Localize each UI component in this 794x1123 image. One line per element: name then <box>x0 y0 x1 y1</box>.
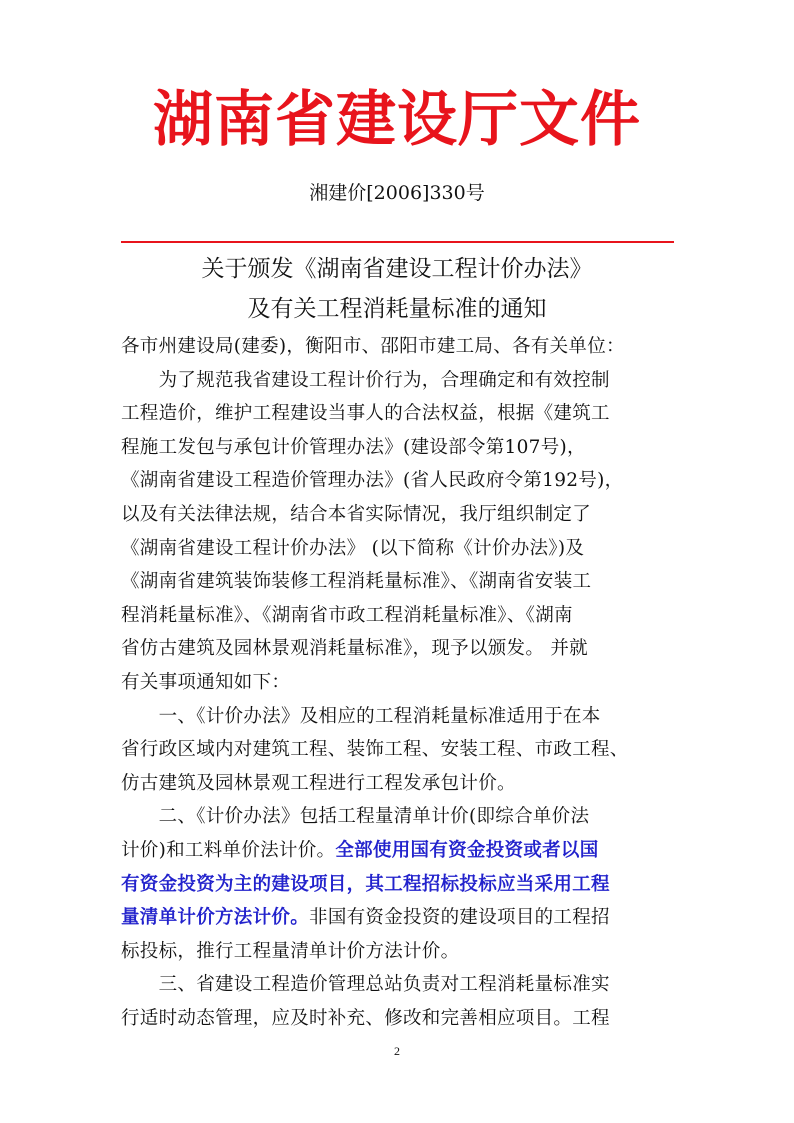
page-number: 2 <box>394 1044 400 1058</box>
body-text: 《湖南省建设工程造价管理办法》(省人民政府令第192号)， <box>121 470 624 492</box>
body-text-line <box>121 603 681 629</box>
body-text-line <box>121 468 681 494</box>
body-text: 工程造价，维护工程建设当事人的合法权益，根据《建筑工 <box>121 403 610 425</box>
body-text: 为了规范我省建设工程计价行为，合理确定和有效控制 <box>121 369 610 391</box>
body-text-line <box>121 771 681 797</box>
body-text-line <box>121 502 681 528</box>
body-text-line <box>121 804 681 830</box>
body-text-line <box>121 939 681 965</box>
body-text: 二、《计价办法》包括工程量清单计价(即综合单价法 <box>121 806 590 828</box>
body-text: 程施工发包与承包计价管理办法》(建设部令第107号)， <box>121 436 586 458</box>
body-text-line <box>121 905 681 931</box>
body-text: 各市州建设局(建委)，衡阳市、邵阳市建工局、各有关单位： <box>121 336 625 357</box>
body-text-line <box>121 401 681 427</box>
body-text-line <box>121 838 681 864</box>
highlighted-text: 量清单计价方法计价。 <box>121 907 310 929</box>
body-text-line <box>121 536 681 562</box>
body-text: 标投标，推行工程量清单计价方法计价。 <box>121 940 460 962</box>
body-text: 以及有关法律法规，结合本省实际情况，我厅组织制定了 <box>121 504 592 525</box>
body-text-line <box>121 670 681 696</box>
body-text-line <box>121 334 681 360</box>
highlighted-text: 有资金投资为主的建设项目，其工程招标投标应当采用工程 <box>121 873 610 895</box>
body-text: 行适时动态管理，应及时补充、修改和完善相应项目。工程 <box>121 1008 610 1029</box>
body-text-line <box>121 872 681 898</box>
highlighted-text: 全部使用国有资金投资或者以国 <box>335 840 599 861</box>
body-text: 省仿古建筑及园林景观消耗量标准》，现予以颁发。 并就 <box>121 638 588 660</box>
body-text: 计价)和工料单价法计价。 <box>121 840 336 861</box>
body-text-line <box>121 1006 681 1032</box>
body-text: 一、《计价办法》及相应的工程消耗量标准适用于在本 <box>121 705 601 727</box>
notice-title-line-1: 关于颁发《湖南省建设工程计价办法》 <box>201 256 593 282</box>
body-text: 有关事项通知如下： <box>121 672 291 693</box>
body-text: 省行政区域内对建筑工程、装饰工程、安装工程、市政工程、 <box>121 739 629 761</box>
body-text: 三、省建设工程造价管理总站负责对工程消耗量标准实 <box>121 974 610 996</box>
body-text-line <box>121 435 681 461</box>
body-text: 仿古建筑及园林景观工程进行工程发承包计价。 <box>121 772 516 794</box>
body-text: 《湖南省建设工程计价办法》 (以下简称《计价办法》)及 <box>121 537 585 559</box>
body-text: 《湖南省建筑装饰装修工程消耗量标准》、《湖南省安装工 <box>121 571 592 593</box>
red-divider-line <box>121 241 674 243</box>
body-text-line <box>121 704 681 730</box>
body-text-line <box>121 569 681 595</box>
body-text-line <box>121 972 681 998</box>
notice-title-line-2: 及有关工程消耗量标准的通知 <box>247 296 547 322</box>
body-text: 程消耗量标准》、《湖南省市政工程消耗量标准》、《湖南 <box>121 604 573 626</box>
body-text-line <box>121 737 681 763</box>
document-header-title: 湖南省建设厅文件 <box>153 85 641 155</box>
body-text-line <box>121 636 681 662</box>
body-text: 非国有资金投资的建设项目的工程招 <box>309 907 610 929</box>
document-number: 湘建价[2006]330号 <box>309 182 485 204</box>
body-text-line <box>121 368 681 394</box>
